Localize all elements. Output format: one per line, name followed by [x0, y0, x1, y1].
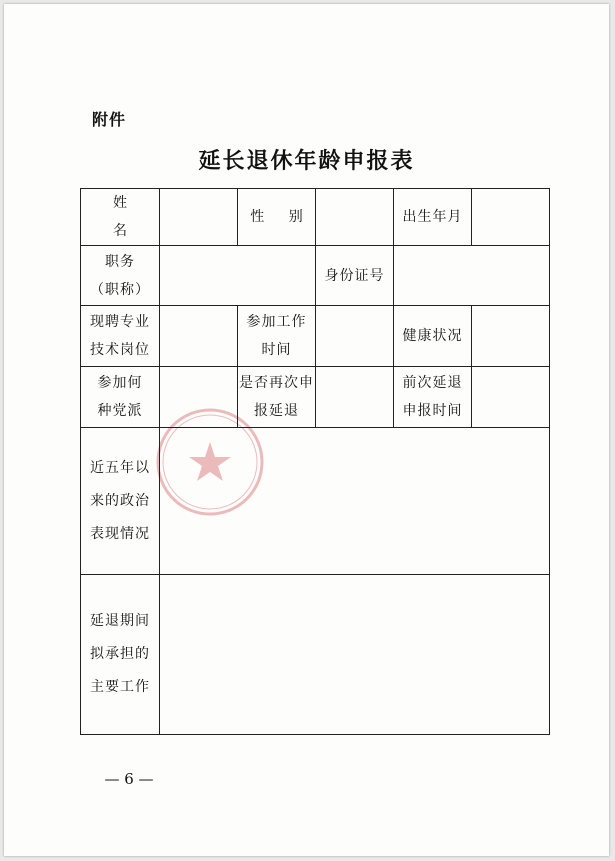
reapply-line1: 是否再次申: [239, 375, 314, 391]
attachment-label: 附件: [92, 110, 127, 129]
health-status-value-cell[interactable]: [472, 306, 550, 367]
reapply-value-cell[interactable]: [316, 367, 394, 428]
work-start-value-cell[interactable]: [316, 306, 394, 367]
political-performance-line1: 近五年以: [90, 459, 150, 476]
birth-date-label: 出生年月: [394, 189, 472, 246]
gender-value-cell[interactable]: [316, 189, 394, 246]
form-row-party: [81, 367, 550, 428]
reapply-label: [238, 367, 316, 428]
work-start-label: [238, 306, 316, 367]
political-performance-line2: 来的政治: [90, 492, 150, 509]
form-row-basic: [81, 189, 550, 246]
party-label: [81, 367, 160, 428]
party-line2: 种党派: [97, 403, 143, 419]
party-line1: 参加何: [97, 375, 143, 391]
reapply-line2: 报延退: [254, 403, 299, 419]
political-performance-label: [81, 428, 160, 575]
position-label-line2: （职称）: [90, 281, 150, 298]
position-label: [81, 246, 160, 306]
work-start-line1: 参加工作: [246, 314, 307, 330]
planned-duties-label: [81, 575, 160, 735]
party-value-cell[interactable]: [160, 367, 238, 428]
previous-application-label: [394, 367, 472, 428]
political-performance-line3: 表现情况: [90, 525, 150, 542]
document-page: [4, 4, 609, 856]
name-label: 姓 名: [81, 189, 160, 246]
planned-duties-line3: 主要工作: [90, 679, 150, 695]
previous-application-line2: 申报时间: [402, 403, 463, 419]
work-start-line2: 时间: [261, 342, 292, 358]
form-row-position: [81, 246, 550, 306]
professional-post-label: [81, 306, 160, 367]
form-row-duties: [81, 575, 550, 735]
previous-application-value-cell[interactable]: [472, 367, 550, 428]
previous-application-line1: 前次延退: [402, 375, 463, 391]
form-title: 延长退休年龄申报表: [198, 149, 415, 174]
health-status-label: 健康状况: [394, 306, 472, 367]
id-number-value-cell[interactable]: [394, 246, 550, 306]
professional-post-line2: 技术岗位: [90, 342, 150, 358]
professional-post-value-cell[interactable]: [160, 306, 238, 367]
birth-date-value-cell[interactable]: [472, 189, 550, 246]
page-number: — 6 —: [104, 770, 154, 788]
application-form-table: [80, 188, 550, 735]
planned-duties-line2: 拟承担的: [90, 646, 150, 662]
name-value-cell[interactable]: [160, 189, 238, 246]
id-number-label: 身份证号: [316, 246, 394, 306]
form-row-post: [81, 306, 550, 367]
planned-duties-line1: 延退期间: [90, 613, 150, 629]
position-value-cell[interactable]: [160, 246, 316, 306]
gender-label: 性 别: [238, 189, 316, 246]
professional-post-line1: 现聘专业: [90, 314, 150, 330]
form-row-political: [81, 428, 550, 575]
planned-duties-value-cell[interactable]: [160, 575, 550, 735]
position-label-line1: 职务: [105, 253, 135, 270]
political-performance-value-cell[interactable]: [160, 428, 550, 575]
